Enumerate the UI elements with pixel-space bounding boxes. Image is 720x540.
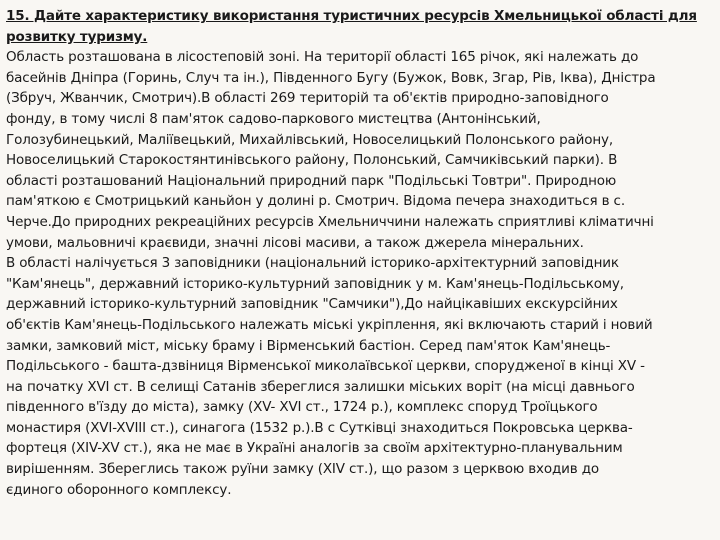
- body-line: Новоселицький Старокостянтинівського району, Полонський, Самчиківський парки). В: [6, 152, 618, 169]
- body-line: фортеця (XIV-XV ст.), яка не має в Україні аналогів за своїм архітектурно-планувальним: [6, 440, 623, 457]
- body-line: державний історико-культурний заповідник "Самчики"),До найцікавіших екскурсійних: [6, 296, 618, 313]
- body-line: замки, замковий міст, міську браму і Вірменський бастіон. Серед пам'яток Кам'янець-: [6, 337, 611, 354]
- body-line: Черче.До природних рекреаційних ресурсів Хмельниччини належать сприятливі кліматичні: [6, 213, 654, 230]
- body-line: фонду, в тому числі 8 пам'яток садово-паркового мистецтва (Антонінський,: [6, 110, 541, 127]
- body-line: південного в'їзду до міста), замку (XV- XVI ст., 1724 р.), комплекс споруд Троїцького: [6, 399, 598, 416]
- heading-line: розвитку туризму.: [6, 28, 148, 45]
- body-line: (Збруч, Жванчик, Смотрич).В області 269 територій та об'єктів природно-заповідного: [6, 90, 609, 107]
- body-line: області розташований Національний природний парк "Подільські Товтри". Природною: [6, 172, 617, 189]
- body-line: на початку XVI ст. В селищі Сатанів збереглися залишки міських воріт (на місці давнього: [6, 378, 635, 395]
- body-line: Голозубинецький, Маліївецький, Михайлівський, Новоселицький Полонського району,: [6, 131, 613, 148]
- body-line: пам'яткою є Смотрицький каньйон у долині р. Смотрич. Відома печера знаходиться в с.: [6, 193, 625, 210]
- body-line: В області налічується 3 заповідники (національний історико-архітектурний заповідник: [6, 255, 619, 272]
- body-line: басейнів Дніпра (Горинь, Случ та ін.), Південного Бугу (Бужок, Вовк, Згар, Рів, Іква), Дністра: [6, 69, 656, 86]
- body-line: єдиного оборонного комплексу.: [6, 481, 232, 498]
- body-line: об'єктів Кам'янець-Подільського належать міські укріплення, які включають старий і новий: [6, 316, 653, 333]
- heading-line: 15. Дайте характеристику використання туристичних ресурсів Хмельницької області для: [6, 8, 697, 24]
- body-line: Подільського - башта-дзвіниця Вірменської миколаївської церкви, спорудженої в кінці XV -: [6, 358, 645, 375]
- body-line: умови, мальовничі краєвиди, значні лісові масиви, а також джерела мінеральних.: [6, 234, 584, 251]
- body-line: Область розташована в лісостеповій зоні. На території області 165 річок, які належать до: [6, 49, 639, 66]
- body-line: вирішенням. Збереглись також руїни замку (XIV ст.), що разом з церквою входив до: [6, 461, 600, 478]
- body-line: "Кам'янець", державний історико-культурний заповідник у м. Кам'янець-Подільському,: [6, 275, 624, 292]
- document-text: [6, 6, 714, 500]
- body-line: монастиря (XVI-XVIII ст.), синагога (1532 р.).В с Сутківці знаходиться Покровська церква-: [6, 419, 633, 436]
